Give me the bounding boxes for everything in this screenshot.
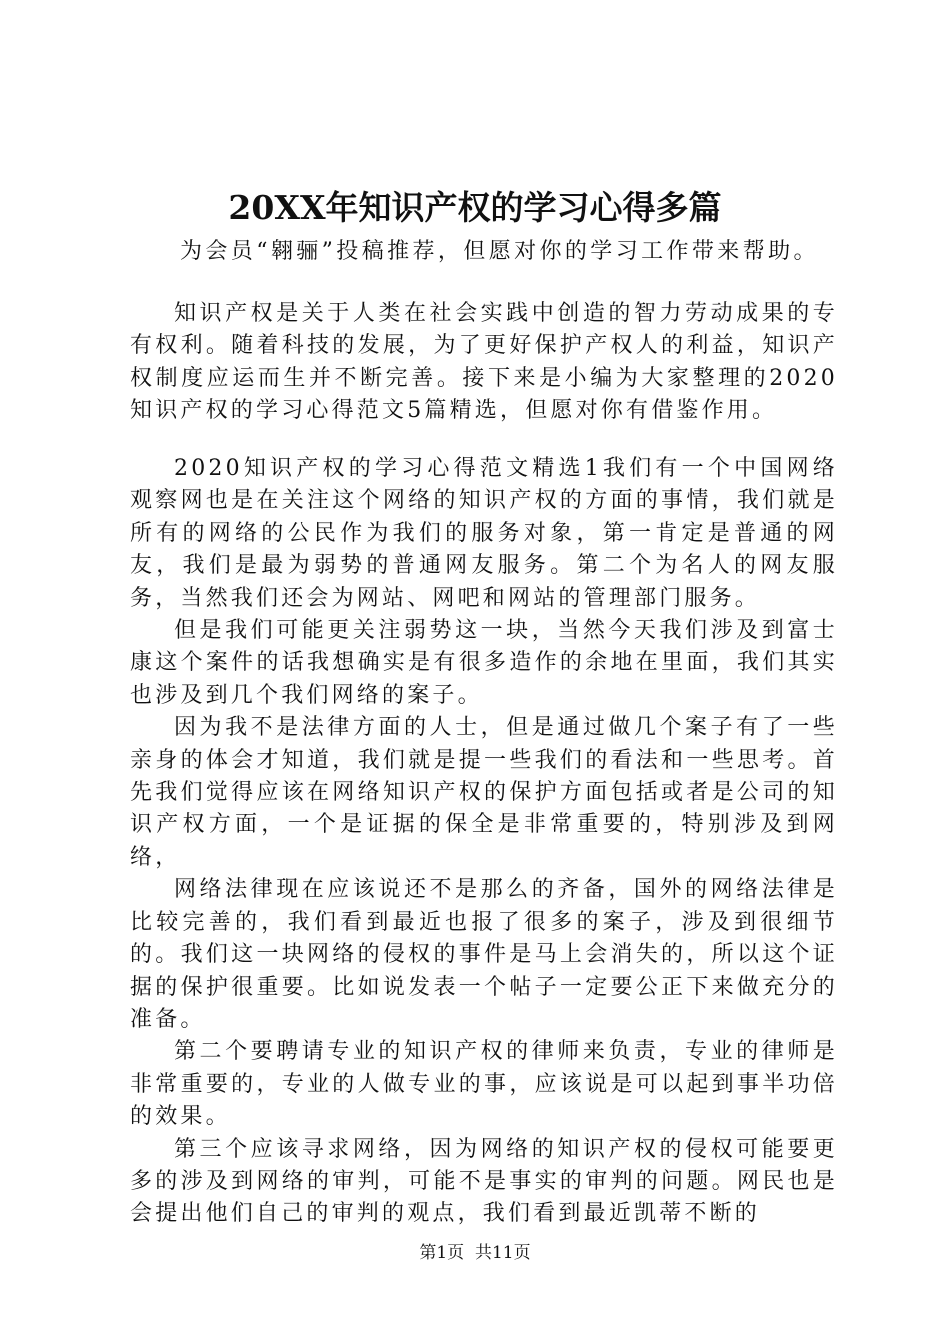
body-paragraph: 网络法律现在应该说还不是那么的齐备，国外的网络法律是比较完善的，我们看到最近也报了很多的案子，涉及到很细节的。我们这一块网络的侵权的事件是马上会消失的，所以这个证据的保护很重要。比如说发表一个帖子一定要公正下来做充分的准备。 <box>130 877 838 1032</box>
body-paragraph: 因为我不是法律方面的人士，但是通过做几个案子有了一些亲身的体会才知道，我们就是提一些我们的看法和一些思考。首先我们觉得应该在网络知识产权的保护方面包括或者是公司的知识产权方面，一个是证据的保全是非常重要的，特别涉及到网络， <box>130 715 838 870</box>
body-paragraph: 但是我们可能更关注弱势这一块，当然今天我们涉及到富士康这个案件的话我想确实是有很多造作的余地在里面，我们其实也涉及到几个我们网络的案子。 <box>130 618 838 708</box>
body-section <box>130 453 838 1231</box>
body-paragraph: 第三个应该寻求网络，因为网络的知识产权的侵权可能要更多的涉及到网络的审判，可能不是事实的审判的问题。网民也是会提出他们自己的审判的观点，我们看到最近凯蒂不断的 <box>130 1136 838 1227</box>
page-number-footer: 第1页 共11页 <box>419 1243 531 1263</box>
intro-paragraph: 知识产权是关于人类在社会实践中创造的智力劳动成果的专有权利。随着科技的发展，为了更好保护产权人的利益，知识产权制度应运而生并不断完善。接下来是小编为大家整理的2020知识产权的学习心得范文5篇精选，但愿对你有借鉴作用。 <box>130 301 838 424</box>
body-paragraph: 2020知识产权的学习心得范文精选1我们有一个中国网络观察网也是在关注这个网络的知识产权的方面的事情，我们就是所有的网络的公民作为我们的服务对象，第一肯定是普通的网友，我们是最为弱势的普通网友服务。第二个为名人的网友服务，当然我们还会为网站、网吧和网站的管理部门服务。 <box>130 456 838 611</box>
intro-section <box>130 298 838 428</box>
body-paragraph: 第二个要聘请专业的知识产权的律师来负责，专业的律师是非常重要的，专业的人做专业的事，应该说是可以起到事半功倍的效果。 <box>130 1039 838 1130</box>
document-title: 20XX年知识产权的学习心得多篇 <box>228 188 722 227</box>
document-subtitle: 为会员“翱骊”投稿推荐，但愿对你的学习工作带来帮助。 <box>180 239 819 264</box>
